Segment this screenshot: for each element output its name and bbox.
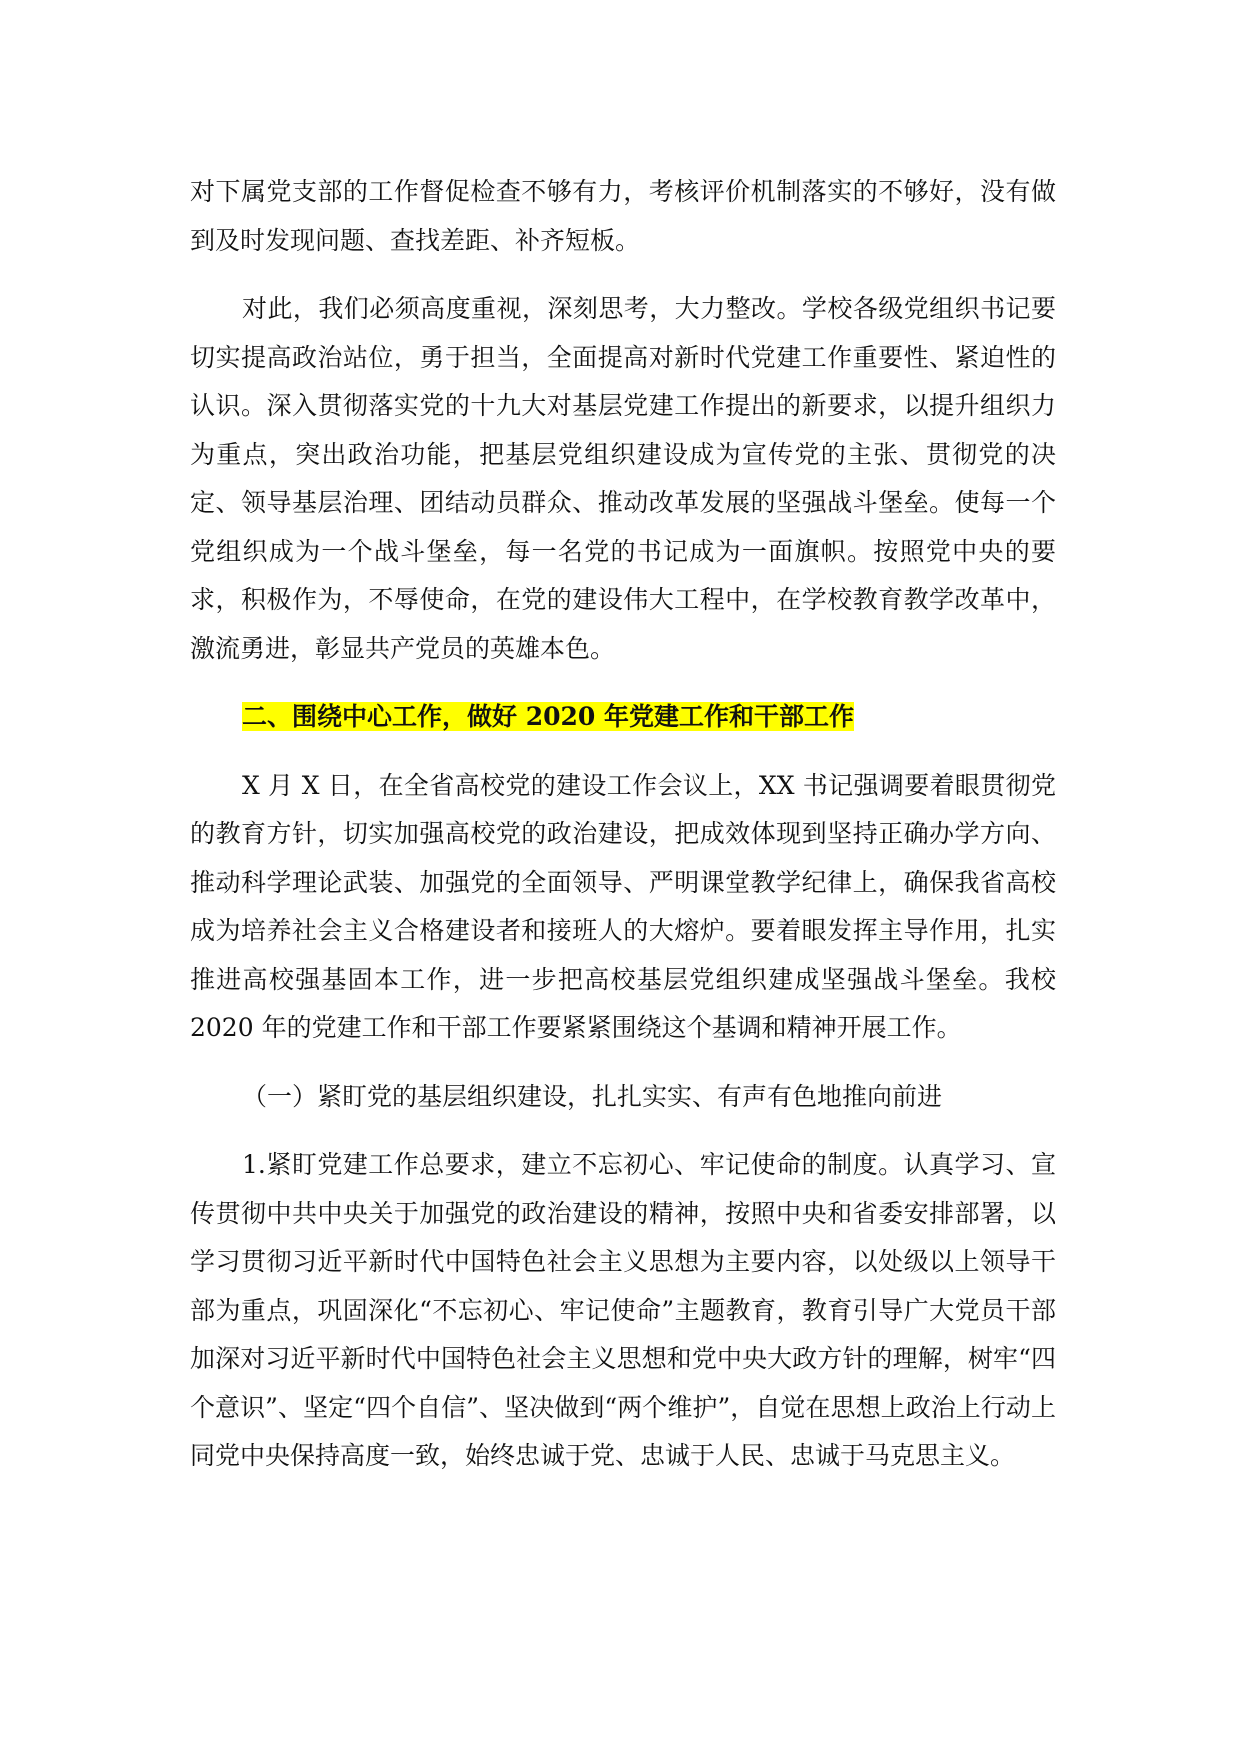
paragraph-rectification: 对此，我们必须高度重视，深刻思考，大力整改。学校各级党组织书记要切实提高政治站位，勇于担当，全面提高对新时代党建工作重要性、紧迫性的认识。深入贯彻落实党的十九大对基层党建工作提出的新要求，以提升组织力为重点，突出政治功能，把基层党组织建设成为宣传党的主张、贯彻党的决定、领导基层治理、团结动员群众、推动改革发展的坚强战斗堡垒。使每一个党组织成为一个战斗堡垒，每一名党的书记成为一面旗帜。按照党中央的要求，积极作为，不辱使命，在党的建设伟大工程中，在学校教育教学改革中，激流勇进，彰显共产党员的英雄本色。 [190, 294, 1056, 663]
document-body [190, 168, 1056, 1501]
section-heading-2 [190, 693, 1056, 742]
paragraph-item-1: 1.紧盯党建工作总要求，建立不忘初心、牢记使命的制度。认真学习、宣传贯彻中共中央关于加强党的政治建设的精神，按照中央和省委安排部署，以学习贯彻习近平新时代中国特色社会主义思想为主要内容，以处级以上领导干部为重点，巩固深化“不忘初心、牢记使命”主题教育，教育引导广大党员干部加深对习近平新时代中国特色社会主义思想和党中央大政方针的理解，树牢“四个意识”、坚定“四个自信”、坚决做到“两个维护”，自觉在思想上政治上行动上同党中央保持高度一致，始终忠诚于党、忠诚于人民、忠诚于马克思主义。 [190, 1150, 1056, 1470]
paragraph-continuation: 对下属党支部的工作督促检查不够有力，考核评价机制落实的不够好，没有做到及时发现问题、查找差距、补齐短板。 [190, 177, 1056, 255]
subsection-heading-1: （一）紧盯党的基层组织建设，扎扎实实、有声有色地推向前进 [242, 1081, 943, 1111]
highlighted-heading-text: 二、围绕中心工作，做好 2020 年党建工作和干部工作 [242, 702, 854, 731]
paragraph-conference: X 月 X 日，在全省高校党的建设工作会议上，XX 书记强调要着眼贯彻党的教育方针，切实加强高校党的政治建设，把成效体现到坚持正确办学方向、推动科学理论武装、加强党的全面领导、严明课堂教学纪律上，确保我省高校成为培养社会主义合格建设者和接班人的大熔炉。要着眼发挥主导作用，扎实推进高校强基固本工作，进一步把高校基层党组织建成坚强战斗堡垒。我校 2020 年的党建工作和干部工作要紧紧围绕这个基调和精神开展工作。 [190, 770, 1056, 1042]
